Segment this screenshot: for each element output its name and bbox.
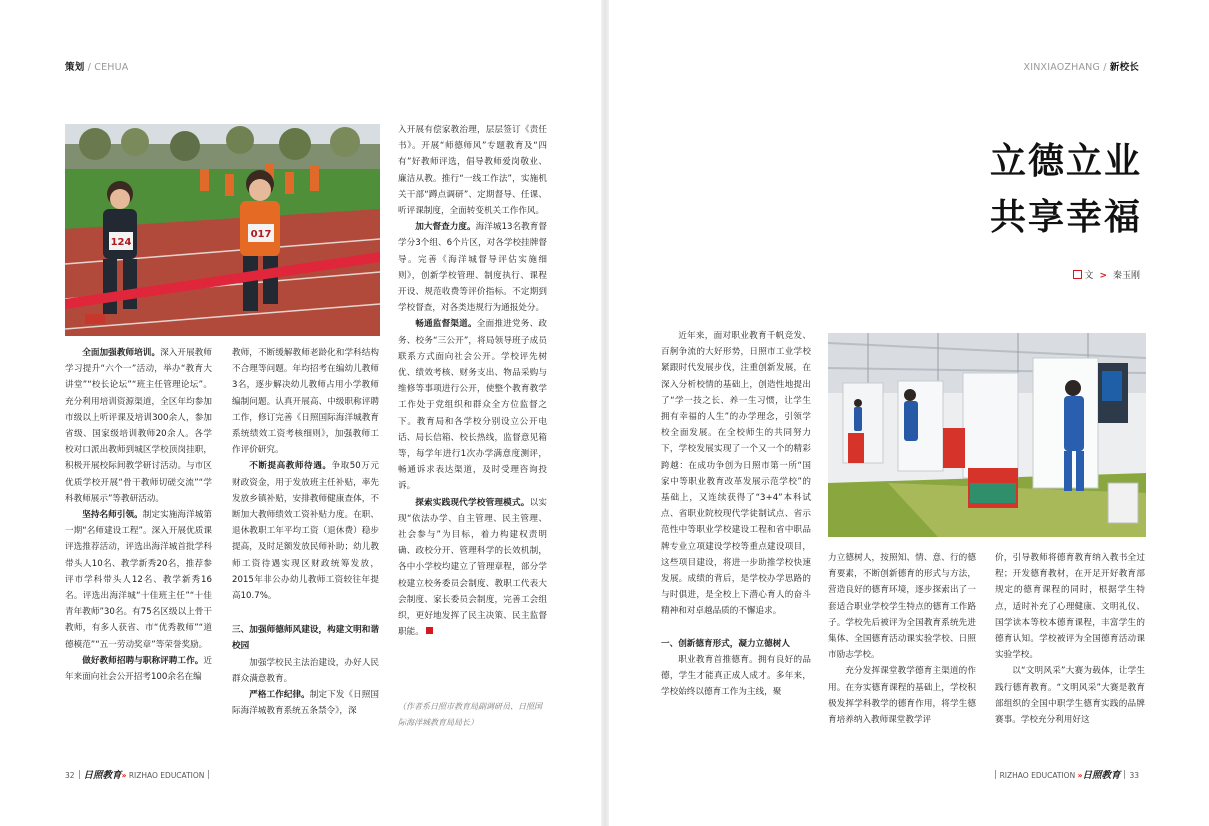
right-column-b xyxy=(828,550,976,728)
footer-right-arrow-icon: » xyxy=(1077,771,1083,780)
right-intro-column xyxy=(661,328,811,700)
header-right-section-en: XINXIAOZHANG xyxy=(1023,62,1101,73)
page-number-left: 32 xyxy=(65,771,75,780)
right-section-1-heading: 一、创新德育形式，凝力立德树人 xyxy=(661,638,790,649)
header-right-section-cn: 新校长 xyxy=(1109,62,1139,73)
footer-right-en: RIZHAO EDUCATION xyxy=(999,771,1076,780)
right-column-c xyxy=(995,550,1145,728)
author-prefix: 文 xyxy=(1084,271,1094,281)
column-2 xyxy=(232,345,379,719)
author-name: 秦玉刚 xyxy=(1112,271,1140,281)
article-title-line2: 共享幸福 xyxy=(989,196,1142,238)
col1-para-1: 全面加强教师培训。深入开展教师学习提升“六个一”活动，举办“教育大讲堂”“校长论坛”“班主任管理论坛”。充分利用培训资源渠道，全区年均参加市级以上听评课及培训300余人，参加省级、国家级培训教师20余人。各学校对口派出教师到城区学校顶岗挂职，积极开展校际间教学研讨活动。与市区优质学校开展“骨干教师切磋交流”“学科教师展示”等教研活动。 xyxy=(65,348,212,504)
author-note: （作者系日照市教育局副调研员、日照国际海洋城教育局局长） xyxy=(398,702,542,727)
bib-number-2: 017 xyxy=(250,229,272,240)
workshop-photo xyxy=(828,333,1146,537)
col2-para-2: 不断提高教师待遇。争取50万元财政资金，用于发放班主任补贴，率先发放乡镇补贴，安排教师健康查体，不断加大教师绩效工资补贴力度。在职、退休教职工年平均工资（退休费）稳步提高，及时足额发放民师补助；幼儿教师工资待遇实现区财政统筹发放，2015年非公办幼儿教师工资较往年提高10.7%。 xyxy=(232,461,379,602)
author-square-icon xyxy=(1073,270,1082,279)
bib-number-1: 124 xyxy=(110,237,132,248)
page-number-right: 33 xyxy=(1129,771,1139,780)
right-col-c-para-1: 价，引导教师将德育教育纳入教书全过程；开发德育教材，在开足开好教育部规定的德育课程的同时，根据学生特点，适时补充了心理健康、文明礼仪、国学读本等校本德育课程，丰富学生的德育认知。学校被评为全国德育活动课实验学校。 xyxy=(995,553,1145,661)
column-3 xyxy=(398,122,547,641)
footer-right-logo: 日照教育 xyxy=(1082,770,1121,781)
footer-left-arrow-icon: » xyxy=(121,771,127,780)
page-gutter xyxy=(601,0,609,826)
col3-para-2: 加大督查力度。海洋城13名教育督学分3个组、6个片区，对各学校挂牌督导。完善《海洋城督导评估实施细则》，创新学校管理、制度执行、课程开设、规范收费等评价指标。不定期到学校督查，对各类违规行为通报处分。 xyxy=(398,222,547,314)
col1-para-2: 坚持名师引领。制定实施海洋城第一期“名师建设工程”。深入开展优质课评选推荐活动，评选出海洋城首批学科带头人10名、教学新秀20名，推荐参评市学科带头人12名、教学新秀16名。评选出海洋城“十佳班主任”“十佳青年教师”30名。有75名区级以上骨干教师，有多人获省、市“优秀教师”“道德模范”“五一劳动奖章”等荣誉奖励。 xyxy=(65,510,212,650)
col2-para-4: 严格工作纪律。制定下发《日照国际海洋城教育系统五条禁令》，深 xyxy=(232,690,379,717)
running-kids-photo xyxy=(65,124,380,336)
footer-left xyxy=(65,767,213,781)
footer-right xyxy=(991,767,1139,781)
header-left-section-en: CEHUA xyxy=(94,62,129,73)
col2-section-heading: 三、加强师德师风建设，构建文明和谐校园 xyxy=(232,625,379,652)
col1-para-3: 做好教师招聘与职称评聘工作。近年来面向社会公开招考100余名在编 xyxy=(65,655,212,683)
article-title-line1: 立德立业 xyxy=(989,140,1142,182)
right-col-b-para-1: 力立德树人，按照知、情、意、行的德育要素，不断创新德育的形式与方法，营造良好的德育环境，逐步探索出了一套适合职业学校学生特点的德育工作路子。学校先后被评为全国教育系统先进集体、全国德育活动课实验学校、日照市励志学校。 xyxy=(828,553,976,661)
right-col-a-para: 职业教育首推德育。拥有良好的品德，学生才能真正成人成才。多年来，学校始终以德育工作为主线，聚 xyxy=(661,654,811,698)
col3-para-4: 探索实践现代学校管理模式。以实现“依法办学、自主管理、民主管理、社会参与”为目标，着力构建权责明确、政校分开、管理科学的长效机制，各中小学校均建立了管理章程，部分学校建立校务委员会制度、教职工代表大会制度、家长委员会制度，完善工会组织，更好地发挥了民主决策、民主监督职能。 xyxy=(398,497,547,638)
col2-para-1: 教师，不断缓解教师老龄化和学科结构不合理等问题。年均招考在编幼儿教师3名，逐步解决幼儿教师占用小学教师编制问题。认真开展高、中级职称评聘工作，修订完善《日照国际海洋城教育系统绩效工资考核细则》，加强教师工作评价研究。 xyxy=(232,348,379,456)
footer-left-logo: 日照教育 xyxy=(83,770,122,781)
right-col-b-para-2: 充分发挥课堂教学德育主渠道的作用。在夯实德育课程的基础上，学校积极发挥学科教学的德育作用，将学生德育培养纳入教师课堂教学评 xyxy=(828,666,976,726)
header-left-section-cn: 策划 xyxy=(65,62,85,73)
column-1 xyxy=(65,345,212,685)
article-title xyxy=(900,133,1142,245)
right-col-c-para-2: 以“文明风采”大赛为载体，让学生践行德育教育。“文明风采”大赛是教育部组织的全国中职学生德育实践的品牌赛事。学校充分利用好这 xyxy=(995,666,1145,726)
end-mark xyxy=(426,627,433,634)
col3-para-3: 畅通监督渠道。全面推进党务、政务、校务“三公开”，将局领导班子成员联系方式面向社会公开。学校评先树优、绩效考核、财务支出、物品采购与维修等事项进行公开，使整个教育教学工作处于党组织和群众全方位监督之下。教育局和各学校分别设立公开电话、局长信箱、校长热线，监督意见箱等，每学年进行1次办学满意度测评，畅通诉求表达渠道，及时受理咨询投诉。 xyxy=(398,319,547,492)
footer-left-en: RIZHAO EDUCATION xyxy=(128,771,205,780)
col3-para-1: 入开展有偿家教治理，层层签订《责任书》。开展“师德师风”专题教育及“四有”好教师评选，倡导教师爱岗敬业、廉洁从教。推行“一线工作法”，实施机关干部“蹲点调研”、定期督导、任课、听评课制度，全面转变机关工作作风。 xyxy=(398,125,547,217)
header-left: 策划 / CEHUA xyxy=(65,62,129,73)
right-intro-para: 近年来，面对职业教育千帆竞发、百舸争流的大好形势，日照市工业学校紧跟时代发展步伐，注重创新发展，在深入分析校情的基础上，创造性地提出了“学一技之长、养一生习惯，让学生拥有幸福的人生”的办学理念，引领学校全面发展。在全校师生的共同努力下，学校发展实现了一个又一个的精彩跨越：在成功争创为日照市第一所“国家中等职业教育改革发展示范学校”的基础上，又连续获得了“3+4”本科试点、省职业院校现代学徒制试点、省示范性中等职业学校建设工程和省中职品牌专业立项建设学校等重点建设项目，这些项目建设，将进一步助推学校快速发展。成绩的背后，是学校办学思路的与时俱进，是全校上下潜心育人的奋斗精神和对卓越品质的不懈追求。 xyxy=(661,331,811,617)
col2-para-3: 加强学校民主法治建设，办好人民群众满意教育。 xyxy=(232,657,379,684)
header-right: XINXIAOZHANG / 新校长 xyxy=(1023,62,1139,73)
author-line xyxy=(1073,268,1140,281)
author-arrow-icon: > xyxy=(1099,271,1107,281)
